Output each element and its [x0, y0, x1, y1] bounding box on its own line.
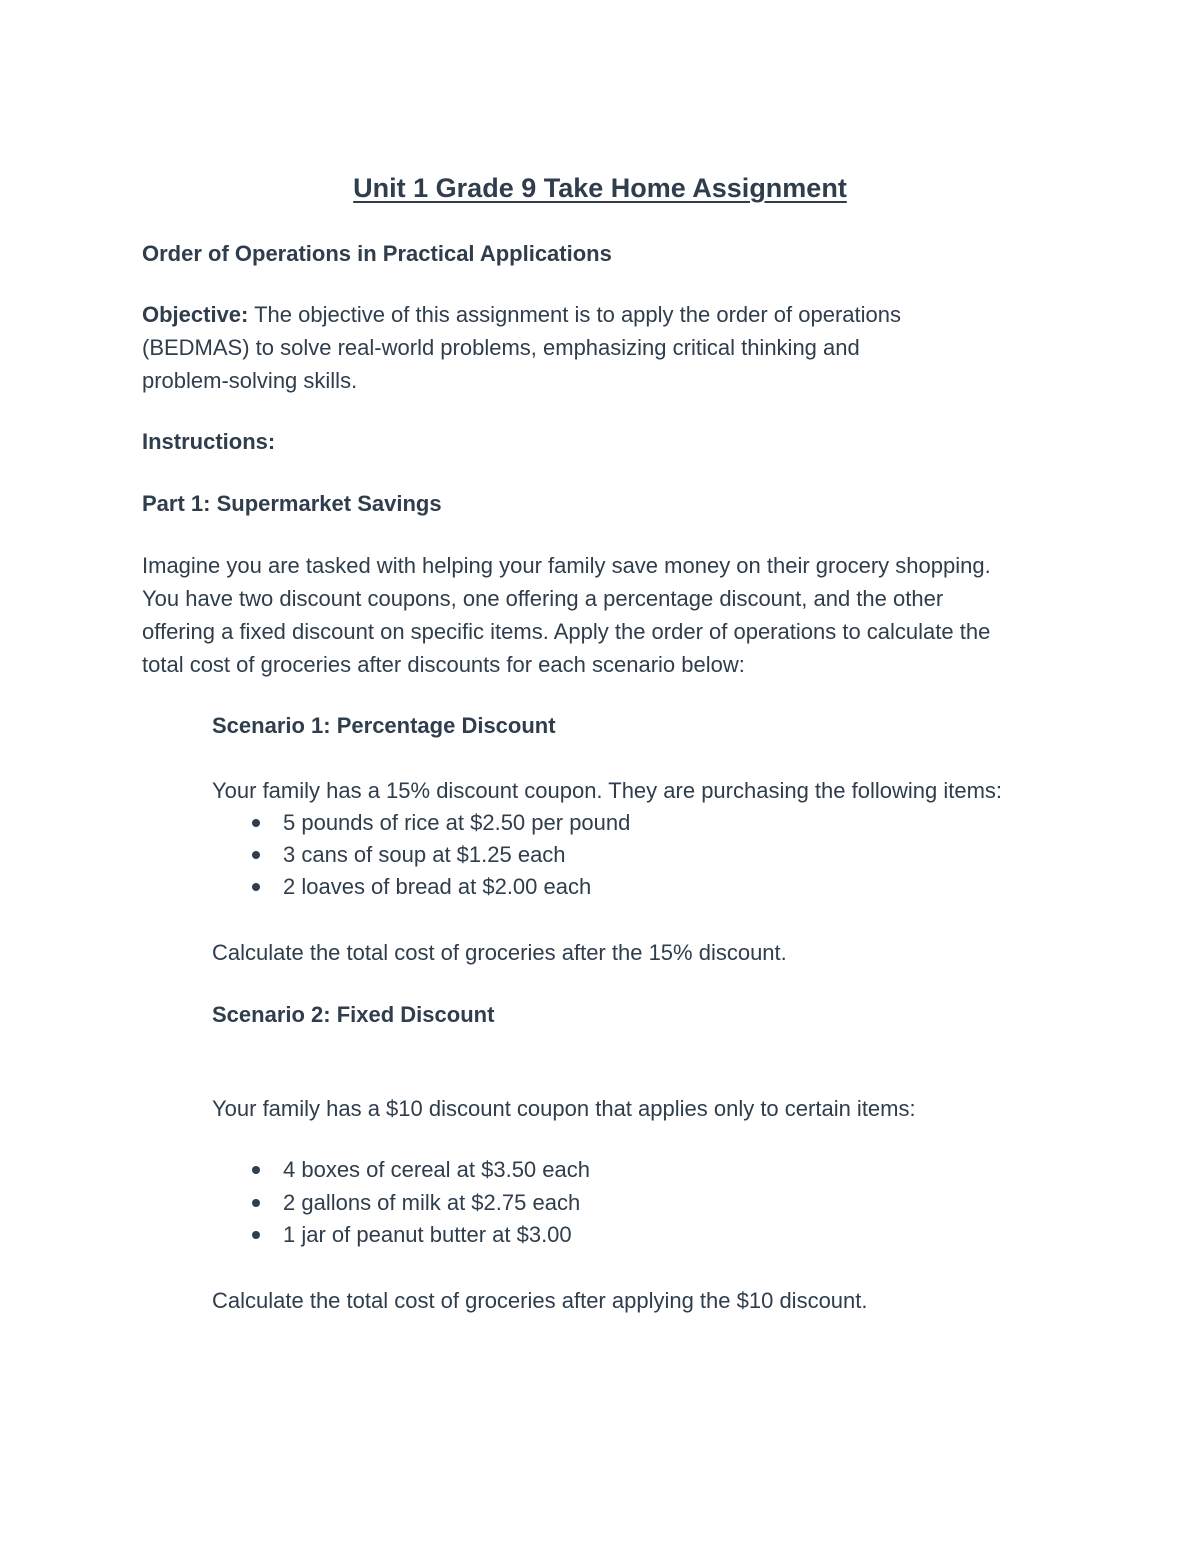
- part1-heading: Part 1: Supermarket Savings: [142, 491, 442, 516]
- instructions-label: Instructions:: [142, 429, 276, 454]
- scenario2-heading: Scenario 2: Fixed Discount: [212, 1002, 495, 1027]
- page-title: Unit 1 Grade 9 Take Home Assignment: [353, 173, 847, 203]
- bullet-icon: [252, 819, 260, 827]
- bullet-icon: [252, 883, 260, 891]
- objective-line-2: (BEDMAS) to solve real-world problems, emphasizing critical thinking and: [142, 335, 860, 360]
- scenario1-intro: Your family has a 15% discount coupon. They are purchasing the following items:: [212, 778, 1003, 803]
- scenario2-item: 2 gallons of milk at $2.75 each: [283, 1190, 581, 1215]
- scenario2-item: 1 jar of peanut butter at $3.00: [283, 1222, 572, 1247]
- objective-line-3: problem-solving skills.: [142, 368, 358, 393]
- bullet-icon: [252, 1166, 260, 1174]
- part1-intro-line: total cost of groceries after discounts for each scenario below:: [142, 652, 745, 677]
- objective-label: Objective:: [142, 302, 249, 327]
- part1-intro-line: offering a fixed discount on specific items. Apply the order of operations to calculate the: [142, 619, 991, 644]
- bullet-icon: [252, 1231, 260, 1239]
- objective-line-1: [142, 298, 901, 331]
- scenario1-item: 5 pounds of rice at $2.50 per pound: [283, 810, 631, 835]
- part1-intro-line: You have two discount coupons, one offering a percentage discount, and the other: [142, 586, 944, 611]
- scenario1-task: Calculate the total cost of groceries after the 15% discount.: [212, 940, 787, 965]
- scenario1-heading: Scenario 1: Percentage Discount: [212, 713, 556, 738]
- bullet-icon: [252, 1199, 260, 1207]
- objective-text-1: The objective of this assignment is to apply the order of operations: [254, 302, 902, 327]
- scenario1-item: 3 cans of soup at $1.25 each: [283, 842, 566, 867]
- scenario2-intro: Your family has a $10 discount coupon that applies only to certain items:: [212, 1096, 916, 1121]
- subtitle: Order of Operations in Practical Applications: [142, 241, 612, 266]
- bullet-icon: [252, 851, 260, 859]
- scenario2-task: Calculate the total cost of groceries after applying the $10 discount.: [212, 1288, 868, 1313]
- scenario2-item: 4 boxes of cereal at $3.50 each: [283, 1157, 590, 1182]
- part1-intro-line: Imagine you are tasked with helping your family save money on their grocery shopping.: [142, 553, 991, 578]
- scenario1-item: 2 loaves of bread at $2.00 each: [283, 874, 592, 899]
